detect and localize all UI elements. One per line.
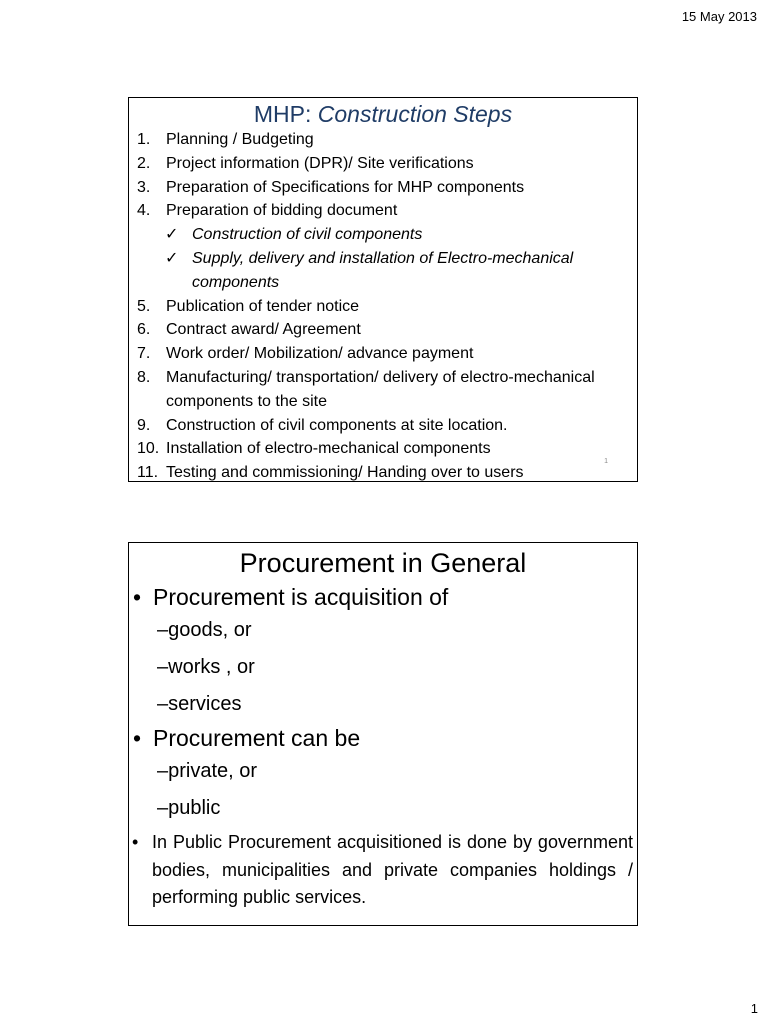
construction-steps-list xyxy=(129,128,637,485)
item-text: Work order/ Mobilization/ advance payment xyxy=(166,345,474,363)
slide-number: 1 xyxy=(604,458,608,465)
item-text: Preparation of Specifications for MHP components xyxy=(166,178,525,196)
sub-bullet: –private, or xyxy=(157,760,258,782)
item-number: 3. xyxy=(137,178,151,196)
sub-bullet: –goods, or xyxy=(157,619,252,641)
list-item xyxy=(129,437,637,461)
list-item xyxy=(129,342,637,366)
bullet-icon: • xyxy=(132,832,139,852)
item-number: 9. xyxy=(137,416,151,434)
sub-item-text: Construction of civil components xyxy=(192,226,423,244)
sub-item-text: Supply, delivery and installation of Electro-mechanical components xyxy=(192,249,574,291)
checkmark-icon: ✓ xyxy=(165,249,179,267)
slide-construction-steps xyxy=(128,97,638,482)
item-number: 2. xyxy=(137,154,151,172)
slide-title xyxy=(129,100,637,128)
list-item xyxy=(129,128,637,152)
item-number: 5. xyxy=(137,297,151,315)
bullet-point xyxy=(131,723,637,753)
checkmark-icon: ✓ xyxy=(165,226,179,244)
item-number: 7. xyxy=(137,345,151,363)
page-number: 1 xyxy=(750,1001,758,1016)
item-text: Construction of civil components at site location. xyxy=(166,416,508,434)
slide-procurement-general xyxy=(128,542,638,926)
sub-bullet: –services xyxy=(157,693,242,715)
bullet-icon: • xyxy=(133,725,142,751)
item-text: Installation of electro-mechanical components xyxy=(166,440,491,458)
title-prefix: MHP: xyxy=(253,101,312,127)
list-item xyxy=(129,318,637,342)
item-number: 8. xyxy=(137,368,151,386)
item-number: 1. xyxy=(137,131,151,148)
bullet-point xyxy=(131,582,637,612)
item-number: 4. xyxy=(137,202,151,220)
item-text: Testing and commissioning/ Handing over to users xyxy=(166,464,524,482)
bullet-text: Procurement is acquisition of xyxy=(153,584,449,610)
sub-list-item xyxy=(129,223,637,247)
item-text: Manufacturing/ transportation/ delivery of electro-mechanical components to the site xyxy=(166,368,595,410)
sub-bullet: –public xyxy=(157,797,221,819)
sub-list-item xyxy=(129,247,637,295)
list-item xyxy=(129,295,637,319)
bullet-text: In Public Procurement acquisitioned is done by government bodies, municipalities and private companies holdings / performing public services. xyxy=(152,832,633,907)
item-text: Project information (DPR)/ Site verifications xyxy=(166,154,474,172)
list-item xyxy=(129,152,637,176)
sub-bullet: –works , or xyxy=(157,656,255,678)
item-number: 10. xyxy=(137,440,160,458)
list-item xyxy=(129,176,637,200)
item-text: Publication of tender notice xyxy=(166,297,360,315)
slide-title: Procurement in General xyxy=(239,548,527,578)
item-number: 11. xyxy=(137,464,159,482)
list-item xyxy=(129,461,637,485)
item-text: Contract award/ Agreement xyxy=(166,321,361,339)
item-text: Planning / Budgeting xyxy=(166,131,314,148)
bullet-icon: • xyxy=(133,584,142,610)
item-text: Preparation of bidding document xyxy=(166,202,398,220)
list-item xyxy=(129,366,637,414)
list-item xyxy=(129,199,637,223)
bullet-text: Procurement can be xyxy=(153,725,361,751)
title-italic: Construction Steps xyxy=(317,101,513,127)
list-item xyxy=(129,414,637,438)
header-date: 15 May 2013 xyxy=(681,9,757,24)
bullet-point xyxy=(129,829,637,912)
item-number: 6. xyxy=(137,321,151,339)
